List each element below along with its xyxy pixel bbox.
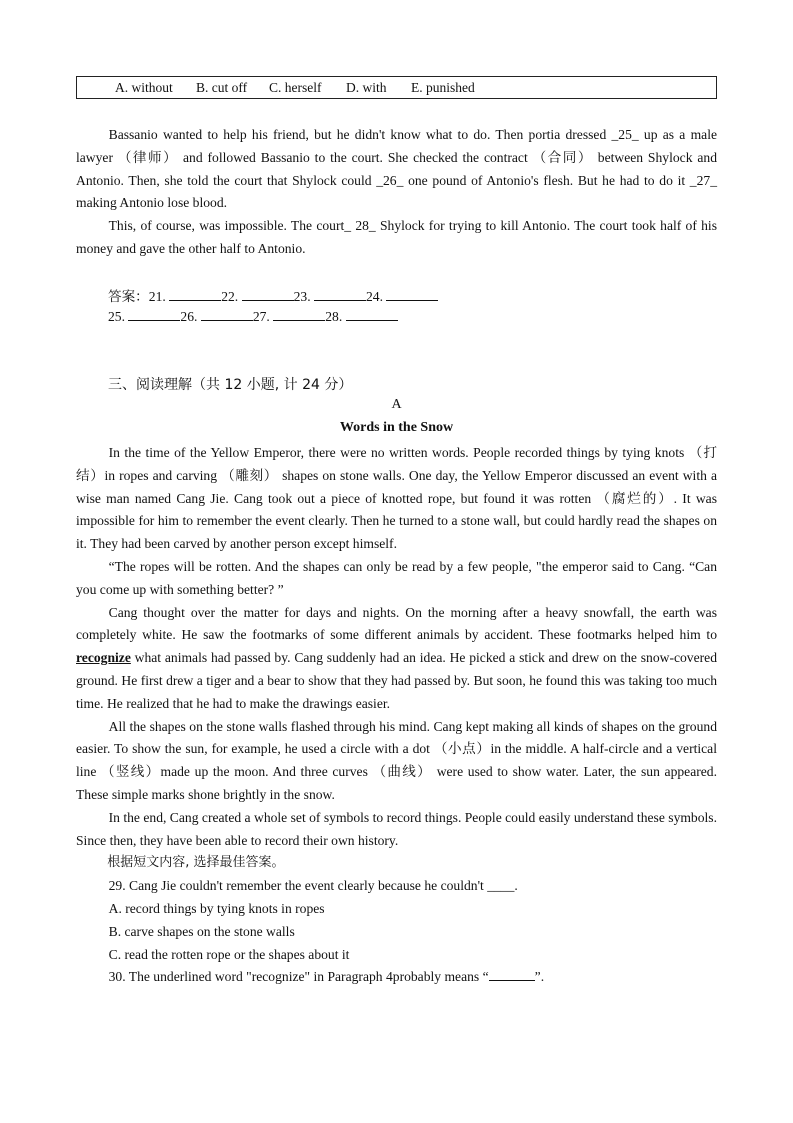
answer-line-2 xyxy=(108,308,398,325)
passage-title: Words in the Snow xyxy=(339,420,454,435)
paragraph-3-before: Cang thought over the matter for days and nights. On the morning after a heavy snowfall, the earth was completely white. He saw the footmarks of some different animals by accident. These footmarks helped him to xyxy=(76,604,717,643)
answer-num-24: 24. xyxy=(366,289,383,304)
passage-paragraph-1: In the time of the Yellow Emperor, there were no written words. People recorded things by tying knots （打结）in ropes and carving （雕刻） shapes on stone walls. One day, the Yellow Emperor discussed an event with a wise man named Cang Jie. Cang took out a piece of knotted rope, but found it was rotten （腐烂的）. It was impossible for him to remember the event clearly. Then he turned to a stone wall, but could hardly read the shapes on it. They had been carved by another person except himself. xyxy=(76,445,717,552)
answer-blank-21[interactable] xyxy=(169,288,221,301)
answer-num-25: 25. xyxy=(108,309,125,324)
passage-paragraph-2: “The ropes will be rotten. And the shapes can only be read by a few people, "the emperor said to Cang. “Can you come up with something better? ” xyxy=(76,558,717,597)
answer-num-28: 28. xyxy=(325,309,343,324)
word-option-b: B. cut off xyxy=(196,80,248,95)
question-29: 29. Cang Jie couldn't remember the event clearly because he couldn't ____. xyxy=(108,878,518,894)
passage-paragraph-3 xyxy=(76,602,717,716)
answer-blank-22[interactable] xyxy=(242,288,294,301)
answer-blank-27[interactable] xyxy=(273,308,325,321)
answer-blank-23[interactable] xyxy=(314,288,366,301)
question-30-blank[interactable] xyxy=(489,968,535,981)
word-option-c: C. herself xyxy=(269,80,322,95)
passage-paragraph-5: In the end, Cang created a whole set of symbols to record things. People could easily understand these symbols. Since then, they have been able to record their own history. xyxy=(76,809,717,848)
answer-label: 答案： xyxy=(108,289,149,304)
answer-line-1 xyxy=(108,285,438,305)
question-30 xyxy=(76,966,717,989)
word-option-e: E. punished xyxy=(411,80,475,95)
answer-num-23: 23. xyxy=(293,289,311,304)
answer-num-22: 22. xyxy=(221,289,239,304)
paragraph-3-after: what animals had passed by. Cang suddenly had an idea. He picked a stick and drew on the snow-covered ground. He first drew a tiger and a bear to show that they had passed by. But soon, he found this was taking too much time. He realized that he had to make the drawings easier. xyxy=(76,650,717,711)
answer-blank-28[interactable] xyxy=(346,308,398,321)
question-29-option-a[interactable]: A. record things by tying knots in ropes xyxy=(108,900,325,916)
passage-letter: A xyxy=(391,397,402,412)
passage-paragraph-4: All the shapes on the stone walls flashed through his mind. Cang kept making all kinds of shapes on the ground easier. To show the sun, for example, he used a circle with a dot （小点）in the middle. A half-circle and a vertical line （竖线）made up the moon. And three curves （曲线） were used to show water. Later, the sun appeared. These simple marks shone brightly in the snow. xyxy=(76,718,717,802)
answer-blank-24[interactable] xyxy=(386,288,438,301)
answer-num-27: 27. xyxy=(252,309,270,324)
word-option-d: D. with xyxy=(346,80,387,95)
word-bank-box xyxy=(76,76,717,99)
question-30-after: ”. xyxy=(534,969,545,985)
answer-blank-25[interactable] xyxy=(128,308,180,321)
question-29-option-b[interactable]: B. carve shapes on the stone walls xyxy=(108,923,295,939)
answer-num-21: 21. xyxy=(148,289,166,304)
underlined-word: recognize xyxy=(76,650,131,666)
word-option-a: A. without xyxy=(115,80,173,95)
answer-num-26: 26. xyxy=(180,309,198,324)
question-30-before: 30. The underlined word "recognize" in Paragraph 4probably means “ xyxy=(108,969,489,985)
answer-blank-26[interactable] xyxy=(201,308,253,321)
cloze-passage xyxy=(76,124,717,261)
question-29-option-c[interactable]: C. read the rotten rope or the shapes about it xyxy=(108,946,350,962)
instruction-text: 根据短文内容, 选择最佳答案。 xyxy=(107,855,285,871)
cloze-paragraph-1: Bassanio wanted to help his friend, but he didn't know what to do. Then portia dressed _25_ up as a male lawyer （律师） and followed Bassanio to the court. She checked the contract （合同） between Shylock and Antonio. Then, she told the court that Shylock could _26_ one pound of Antonio's flesh. But he had to do it _27_ making Antonio lose blood. xyxy=(76,127,717,211)
reading-passage xyxy=(76,442,717,989)
cloze-paragraph-2: This, of course, was impossible. The court_ 28_ Shylock for trying to kill Antonio. The court took half of his money and gave the other half to Antonio. xyxy=(76,218,717,256)
section-heading: 三、阅读理解（共 12 小题, 计 24 分） xyxy=(108,377,353,393)
